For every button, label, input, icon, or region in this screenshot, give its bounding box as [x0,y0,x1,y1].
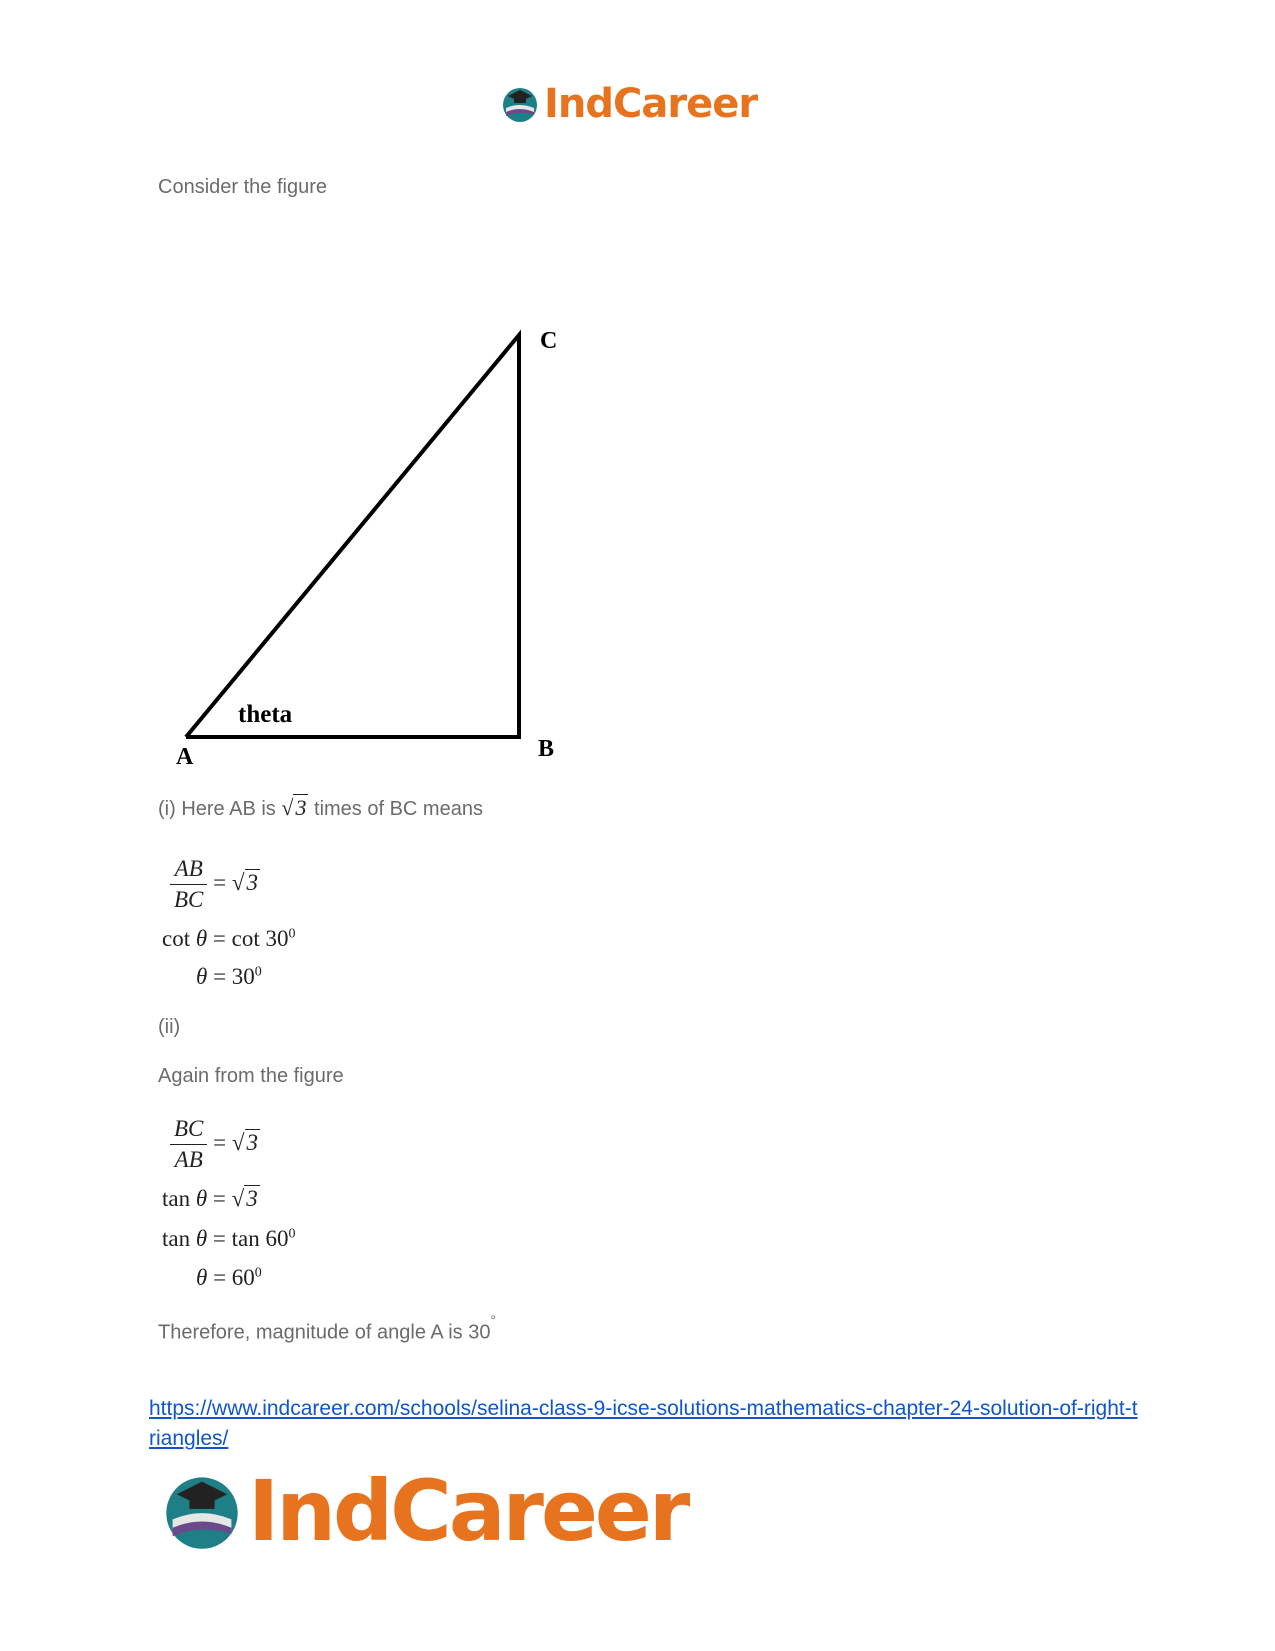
graduation-book-icon [500,84,540,124]
part1-equation-theta: $\theta = 30^0$ [196,964,262,989]
conclusion-text: Therefore, magnitude of angle A is 30° [158,1312,497,1344]
footer-logo [160,1462,688,1560]
header-logo [500,78,757,130]
part1-text-after: times of BC means [314,798,483,820]
vertex-c-label: C [540,328,558,354]
sqrt3-inline: √3 [281,795,307,820]
part1-text-before: (i) Here AB is [158,798,276,820]
part2-text: Again from the figure [158,1065,344,1087]
part2-equation-tan: $\tan \theta = \tan 60^0$ [162,1226,296,1251]
vertex-a-label: A [176,744,194,770]
part2-label: (ii) [158,1016,181,1038]
part2-equation-tan-sqrt: tan θ = √3 [162,1186,258,1211]
graduation-book-icon [160,1469,244,1553]
part2-equation-ratio: $\frac{BC}{AB}$ = √3 [170,1114,260,1175]
intro-text: Consider the figure [158,176,327,198]
source-link[interactable]: https://www.indcareer.com/schools/selina-class-9-icse-solutions-mathematics-chapter-24-solution-of-right-triangles/ [149,1397,1138,1450]
footer-brand-name: IndCareer [248,1462,688,1560]
triangle-outline [186,335,519,737]
brand-name: IndCareer [544,81,758,127]
part1-equation-cot: $\cot \theta = \cot 30^0$ [162,926,296,951]
triangle-figure [160,320,580,770]
part1-equation-ratio: $\frac{AB}{BC}$ = √3 [170,854,260,915]
vertex-b-label: B [538,736,555,762]
part2-equation-theta: $\theta = 60^0$ [196,1265,262,1290]
part1-statement [158,795,483,821]
angle-theta-label: theta [238,701,293,728]
